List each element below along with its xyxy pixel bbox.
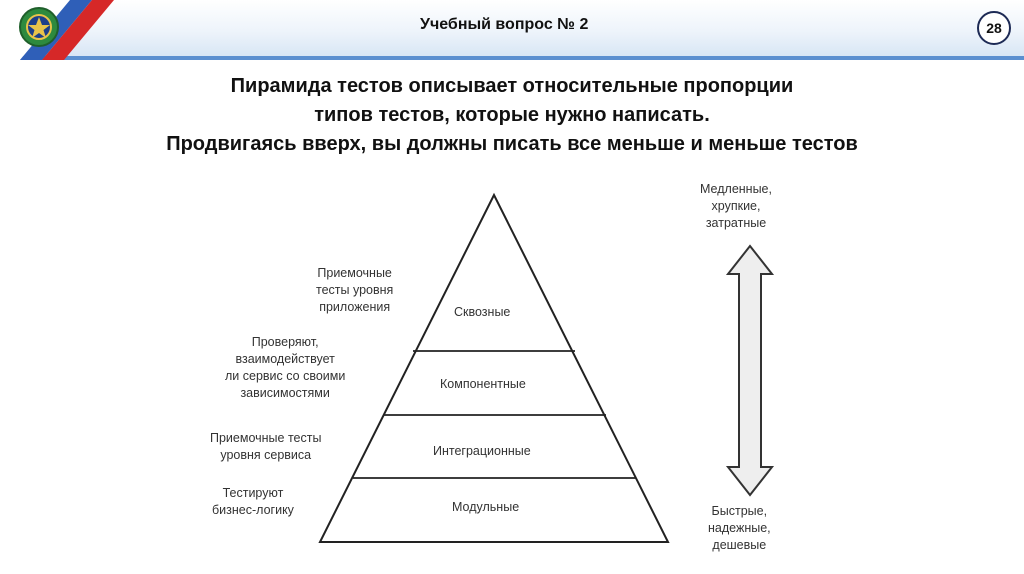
slide-title: Учебный вопрос № 2 [420,16,589,33]
level-description: Тестируют бизнес-логику [212,486,294,517]
pyramid-outline [320,195,668,542]
subtitle-line: Продвигаясь вверх, вы должны писать все меньше и меньше тестов [166,133,858,155]
pyramid-level-integration: Интеграционные [433,444,531,458]
level-description: Проверяют, взаимодействует ли сервис со своими зависимостями [225,335,346,400]
slide-number-badge: 28 [977,11,1011,45]
double-arrow-icon [728,246,772,495]
pyramid-level-e2e: Сквозные [454,305,511,319]
pyramid-level-component: Компонентные [440,377,526,391]
arrow-bottom-label: Быстрые, надежные, дешевые [708,504,771,552]
subtitle-line: Пирамида тестов описывает относительные пропорции [230,75,794,97]
level-description: Приемочные тесты уровня приложения [316,266,394,314]
arrow-top-label: Медленные, хрупкие, затратные [700,182,772,230]
subtitle-line: типов тестов, которые нужно написать. [314,104,710,126]
pyramid-level-unit: Модульные [452,500,520,514]
level-description: Приемочные тесты уровня сервиса [210,431,322,462]
